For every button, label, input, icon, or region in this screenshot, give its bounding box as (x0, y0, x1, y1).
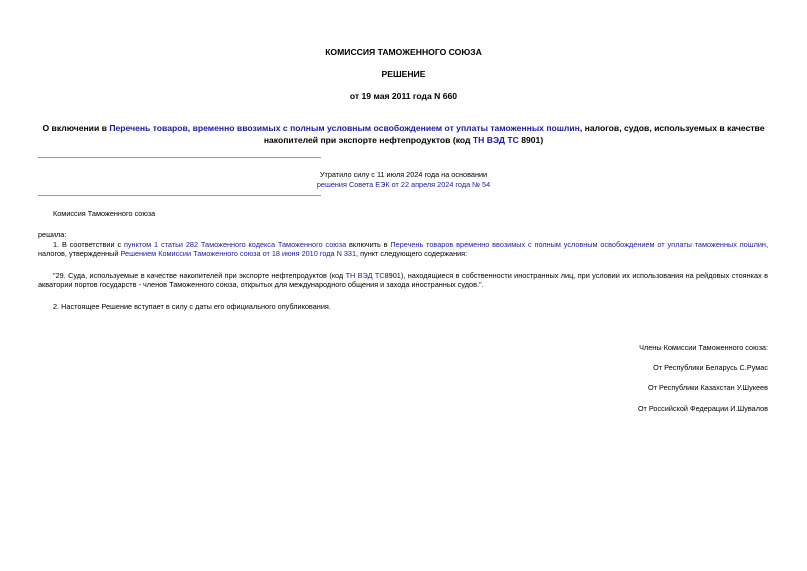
p1-text3: , пункт следующего содержания: (356, 249, 468, 259)
p1-text2: , налогов, утвержденный (38, 240, 768, 259)
document-date: от 19 мая 2011 года N 660 (349, 91, 458, 101)
signature-kazakhstan: От Республики Казахстан У.Шукеев (648, 383, 768, 392)
p1-link-decision-331[interactable]: Решением Комиссии Таможенного союза от 18 июня 2010 года N 331 (120, 249, 357, 259)
divider-bottom (38, 195, 321, 196)
title-link-list[interactable]: Перечень товаров, временно ввозимых с полным условным освобождением от уплаты таможенных пошлин (109, 123, 580, 133)
q-link-code[interactable]: ТН ВЭД ТС (345, 271, 385, 280)
divider-top (38, 157, 321, 158)
signature-belarus: От Республики Беларусь С.Румас (653, 363, 768, 372)
p1-link-list[interactable]: Перечень товаров временно ввозимых с полным условным освобождением от уплаты таможенных пошлин (390, 240, 766, 249)
quoted-item-29 (38, 271, 768, 290)
p1-link-customs-code[interactable]: пунктом 1 статьи 282 Таможенного кодекса Таможенного союза (123, 240, 347, 249)
title-link-code[interactable]: ТН ВЭД ТС (472, 135, 519, 145)
paragraph-2: 2. Настоящее Решение вступает в силу с даты его официального опубликования. (53, 302, 331, 311)
title-middle: , налогов, судов, используемых в качестве накопителей при экспорте нефтепродуктов (код (263, 123, 765, 145)
paragraph-1 (38, 240, 768, 259)
signatures-heading: Члены Комиссии Таможенного союза: (639, 343, 768, 352)
q-text1: "29. Суда, используемые в качестве накопителей при экспорте нефтепродуктов (код (53, 271, 346, 280)
document-type: РЕШЕНИЕ (381, 69, 426, 79)
signature-russia: От Российской Федерации И.Шувалов (637, 404, 768, 413)
p1-text1: включить в (346, 240, 391, 249)
status-note: Утратило силу с 11 июля 2024 года на основании (319, 170, 488, 179)
status-link[interactable]: решения Совета ЕЭК от 22 апреля 2024 года № 54 (316, 180, 491, 189)
title-prefix: О включении в (42, 123, 110, 133)
q-text2: 8901), находящиеся в собственности иностранных лиц, при условии их использования на рейдовых стоянках в акватории портов государств - членов Таможенного союза, открытых для международного общения и захода иностранных судов.". (38, 271, 768, 290)
decided-label: решила: (38, 230, 67, 239)
document-title (40, 122, 767, 146)
p1-num: 1. В соответствии с (53, 240, 124, 249)
title-suffix: 8901) (518, 135, 544, 145)
preamble: Комиссия Таможенного союза (53, 209, 156, 218)
issuing-organization: КОМИССИЯ ТАМОЖЕННОГО СОЮЗА (325, 47, 482, 57)
